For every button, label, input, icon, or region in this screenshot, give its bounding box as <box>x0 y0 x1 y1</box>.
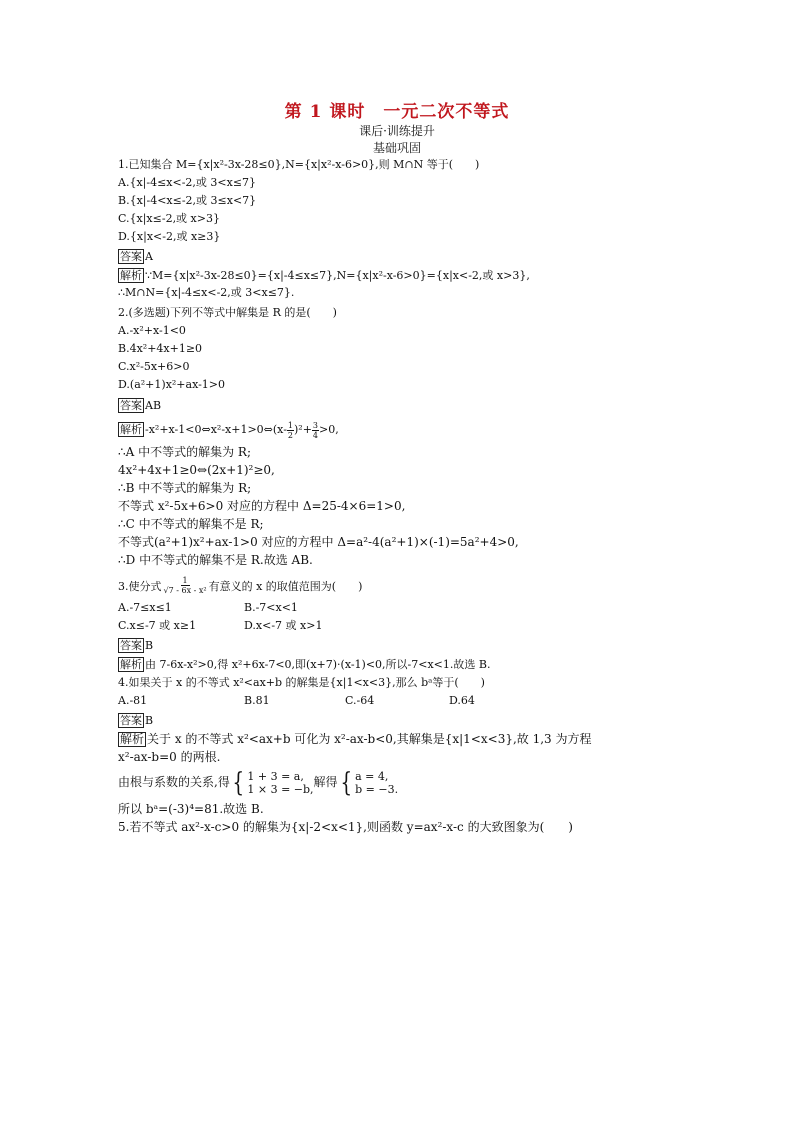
q1-analysis-line2: ∴M∩N={x|-4≤x<-2,或 3<x≤7}. <box>118 286 295 299</box>
q2-analysis-line6: ∴C 中不等式的解集不是 R; <box>118 517 264 531</box>
q4-analysis <box>118 732 592 747</box>
q1-option-d: D.{x|x<-2,或 x≥3} <box>118 230 221 243</box>
q2-option-d: D.(a²+1)x²+ax-1>0 <box>118 378 226 391</box>
q2-answer-value: AB <box>145 399 162 412</box>
q2-analysis-line7: 不等式(a²+1)x²+ax-1>0 对应的方程中 Δ=a²-4(a²+1)×(-1)=5a²+4>0, <box>118 535 519 549</box>
q4-analysis-line3-part1: 由根与系数的关系,得 <box>118 775 230 789</box>
q3-option-c: C.x≤-7 或 x≥1 <box>118 619 197 632</box>
analysis-label: 解析 <box>120 658 142 671</box>
q2-analysis-part3: >0, <box>319 423 339 436</box>
equation-row: b = −3. <box>355 782 399 796</box>
equation-row: 1 + 3 = a, <box>247 769 304 783</box>
section-heading: 基础巩固 <box>372 141 421 155</box>
fraction-denominator: 2 <box>287 430 293 440</box>
q2-option-b: B.4x²+4x+1≥0 <box>118 342 203 355</box>
analysis-label: 解析 <box>120 269 142 282</box>
q3-option-b: B.-7<x<1 <box>244 601 298 614</box>
q1-option-b: B.{x|-4<x≤-2,或 3≤x<7} <box>118 194 257 207</box>
q2-option-c: C.x²-5x+6>0 <box>118 360 190 373</box>
q2-analysis-line5: 不等式 x²-5x+6>0 对应的方程中 Δ=25-4×6=1>0, <box>118 499 406 513</box>
equation-system-1 <box>230 767 314 798</box>
q1-answer <box>118 249 153 264</box>
q2-analysis <box>118 420 339 440</box>
q4-analysis-line2: x²-ax-b=0 的两根. <box>118 750 221 764</box>
q2-analysis-line4: ∴B 中不等式的解集为 R; <box>118 481 252 495</box>
q4-option-d: D.64 <box>449 694 475 707</box>
page-title: 第 1 课时 一元二次不等式 <box>284 102 510 122</box>
fraction-numerator: 3 <box>312 420 319 430</box>
question-3-stem <box>118 577 362 597</box>
q4-analysis-line3-part2: 解得 <box>313 775 338 789</box>
question-4-stem: 4.如果关于 x 的不等式 x²<ax+b 的解集是{x|1<x<3},那么 bᵃ等于( ) <box>118 676 485 689</box>
q2-analysis-part2: )²+ <box>294 423 312 436</box>
q3-option-a: A.-7≤x≤1 <box>118 601 172 614</box>
q1-option-c: C.{x|x≤-2,或 x>3} <box>118 212 220 225</box>
analysis-label: 解析 <box>120 732 145 746</box>
q4-option-a: A.-81 <box>118 694 148 707</box>
q3-stem-part2: 有意义的 x 的取值范围为( ) <box>208 580 363 593</box>
q3-option-d: D.x<-7 或 x>1 <box>244 619 323 632</box>
fraction-numerator: 1 <box>287 420 293 430</box>
question-2-stem: 2.(多选题)下列不等式中解集是 R 的是( ) <box>118 306 337 319</box>
section-subtitle: 课后·训练提升 <box>359 124 435 138</box>
q4-analysis-line4: 所以 bᵃ=(-3)⁴=81.故选 B. <box>118 802 264 816</box>
q4-answer-value: B <box>145 714 154 727</box>
q3-stem-part1: 3.使分式 <box>118 580 162 593</box>
q4-option-b: B.81 <box>244 694 270 707</box>
fraction-three-quarters <box>312 421 319 440</box>
q4-analysis-line3 <box>118 768 398 796</box>
q2-option-a: A.-x²+x-1<0 <box>118 324 186 337</box>
fraction-denominator: 4 <box>312 430 319 440</box>
left-brace: { <box>232 767 244 798</box>
answer-label: 答案 <box>120 639 142 652</box>
q2-analysis-part1: -x²+x-1<0⇔x²-x+1>0⇔(x- <box>145 423 287 436</box>
q4-option-c: C.-64 <box>345 694 375 707</box>
equation-system-2 <box>338 767 399 798</box>
q2-analysis-line8: ∴D 中不等式的解集不是 R.故选 AB. <box>118 553 313 567</box>
left-brace: { <box>340 767 352 798</box>
answer-label: 答案 <box>120 714 142 727</box>
fraction-one-half <box>287 421 294 440</box>
q1-option-a: A.{x|-4≤x<-2,或 3<x≤7} <box>118 176 257 189</box>
q1-answer-value: A <box>145 250 153 263</box>
q2-analysis-line3: 4x²+4x+1≥0⇔(2x+1)²≥0, <box>118 463 275 477</box>
radical-fraction <box>162 576 209 595</box>
q1-analysis <box>118 268 530 283</box>
answer-label: 答案 <box>120 250 142 263</box>
fraction-numerator: 1 <box>182 575 188 585</box>
fraction-denominator: √7 - 6x - x² <box>163 585 207 595</box>
q3-answer-value: B <box>145 639 154 652</box>
q2-answer <box>118 398 161 413</box>
q3-analysis-line1: 由 7-6x-x²>0,得 x²+6x-7<0,即(x+7)·(x-1)<0,所以-7<x<1.故选 B. <box>145 658 491 671</box>
q2-analysis-line2: ∴A 中不等式的解集为 R; <box>118 445 252 459</box>
q3-answer <box>118 638 153 653</box>
equation-row: 1 × 3 = −b, <box>247 782 314 796</box>
q1-analysis-line1: ∵M={x|x²-3x-28≤0}={x|-4≤x≤7},N={x|x²-x-6>0}={x|x<-2,或 x>3}, <box>145 269 530 282</box>
q4-answer <box>118 713 153 728</box>
answer-label: 答案 <box>120 399 142 412</box>
q3-analysis <box>118 657 490 672</box>
analysis-label: 解析 <box>120 423 142 436</box>
question-5-stem: 5.若不等式 ax²-x-c>0 的解集为{x|-2<x<1},则函数 y=ax²-x-c 的大致图象为( ) <box>118 820 573 834</box>
question-1-stem: 1.已知集合 M={x|x²-3x-28≤0},N={x|x²-x-6>0},则 M∩N 等于( ) <box>118 158 480 171</box>
equation-row: a = 4, <box>355 769 389 783</box>
q4-analysis-line1: 关于 x 的不等式 x²<ax+b 可化为 x²-ax-b<0,其解集是{x|1<x<3},故 1,3 为方程 <box>147 732 592 746</box>
